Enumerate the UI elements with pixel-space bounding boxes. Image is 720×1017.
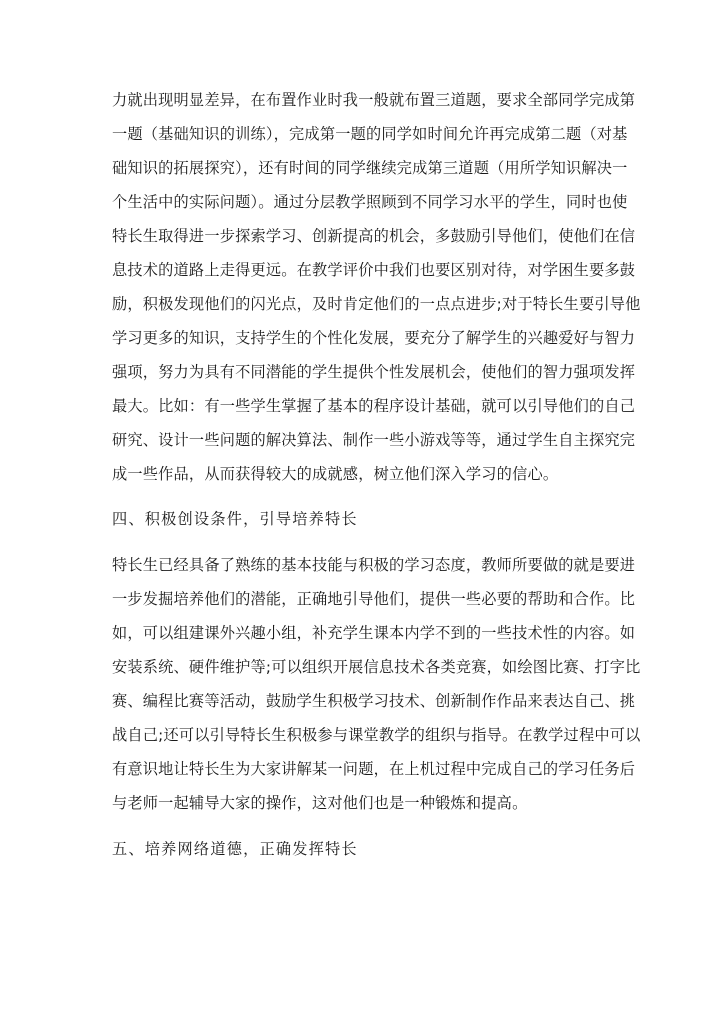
paragraph-2-line-3: 如，可以组建课外兴趣小组，补充学生课本内学不到的一些技术性的内容。如 — [112, 624, 636, 642]
paragraph-2-line-5: 赛、编程比赛等活动，鼓励学生积极学习技术、创新制作作品来表达自己、挑 — [112, 692, 636, 710]
paragraph-1-line-12: 成一些作品，从而获得较大的成就感，树立他们深入学习的信心。 — [112, 465, 559, 483]
paragraph-2-line-4: 安装系统、硬件维护等;可以组织开展信息技术各类竞赛，如绘图比赛、打字比 — [112, 658, 641, 676]
paragraph-1-line-9: 强项，努力为具有不同潜能的学生提供个性发展机会，使他们的智力强项发挥 — [112, 363, 636, 381]
paragraph-1-line-5: 特长生取得进一步探索学习、创新提高的机会，多鼓励引导他们，使他们在信 — [112, 227, 636, 245]
paragraph-1-line-2: 一题（基础知识的训练），完成第一题的同学如时间允许再完成第二题（对基 — [112, 125, 628, 143]
paragraph-2-line-6: 战自己;还可以引导特长生积极参与课堂教学的组织与指导。在教学过程中可以 — [112, 726, 641, 744]
paragraph-1-line-7: 励，积极发现他们的闪光点，及时肯定他们的一点点进步;对于特长生要引导他 — [112, 295, 641, 313]
paragraph-1-line-10: 最大。比如：有一些学生掌握了基本的程序设计基础，就可以引导他们的自己 — [112, 397, 636, 415]
paragraph-1-line-6: 息技术的道路上走得更远。在教学评价中我们也要区别对待，对学困生要多鼓 — [112, 261, 636, 279]
paragraph-1-line-1: 力就出现明显差异，在布置作业时我一般就布置三道题，要求全部同学完成第 — [112, 91, 636, 109]
paragraph-1-line-8: 学习更多的知识，支持学生的个性化发展，要充分了解学生的兴趣爱好与智力 — [112, 329, 636, 347]
paragraph-1-line-3: 础知识的拓展探究），还有时间的同学继续完成第三道题（用所学知识解决一 — [112, 159, 628, 177]
section-4-heading: 四、积极创设条件，引导培养特长 — [112, 510, 358, 528]
paragraph-1-line-11: 研究、设计一些问题的解决算法、制作一些小游戏等等，通过学生自主探究完 — [112, 431, 636, 449]
paragraph-1-line-4: 个生活中的实际问题）。通过分层教学照顾到不同学习水平的学生，同时也使 — [112, 193, 628, 211]
paragraph-2-line-2: 一步发掘培养他们的潜能，正确地引导他们，提供一些必要的帮助和合作。比 — [112, 590, 636, 608]
section-5-heading: 五、培养网络道德，正确发挥特长 — [112, 840, 358, 858]
paragraph-2-line-7: 有意识地让特长生为大家讲解某一问题，在上机过程中完成自己的学习任务后 — [112, 760, 636, 778]
paragraph-2-line-1: 特长生已经具备了熟练的基本技能与积极的学习态度，教师所要做的就是要进 — [112, 556, 636, 574]
paragraph-2-line-8: 与老师一起辅导大家的操作，这对他们也是一种锻炼和提高。 — [112, 794, 528, 812]
